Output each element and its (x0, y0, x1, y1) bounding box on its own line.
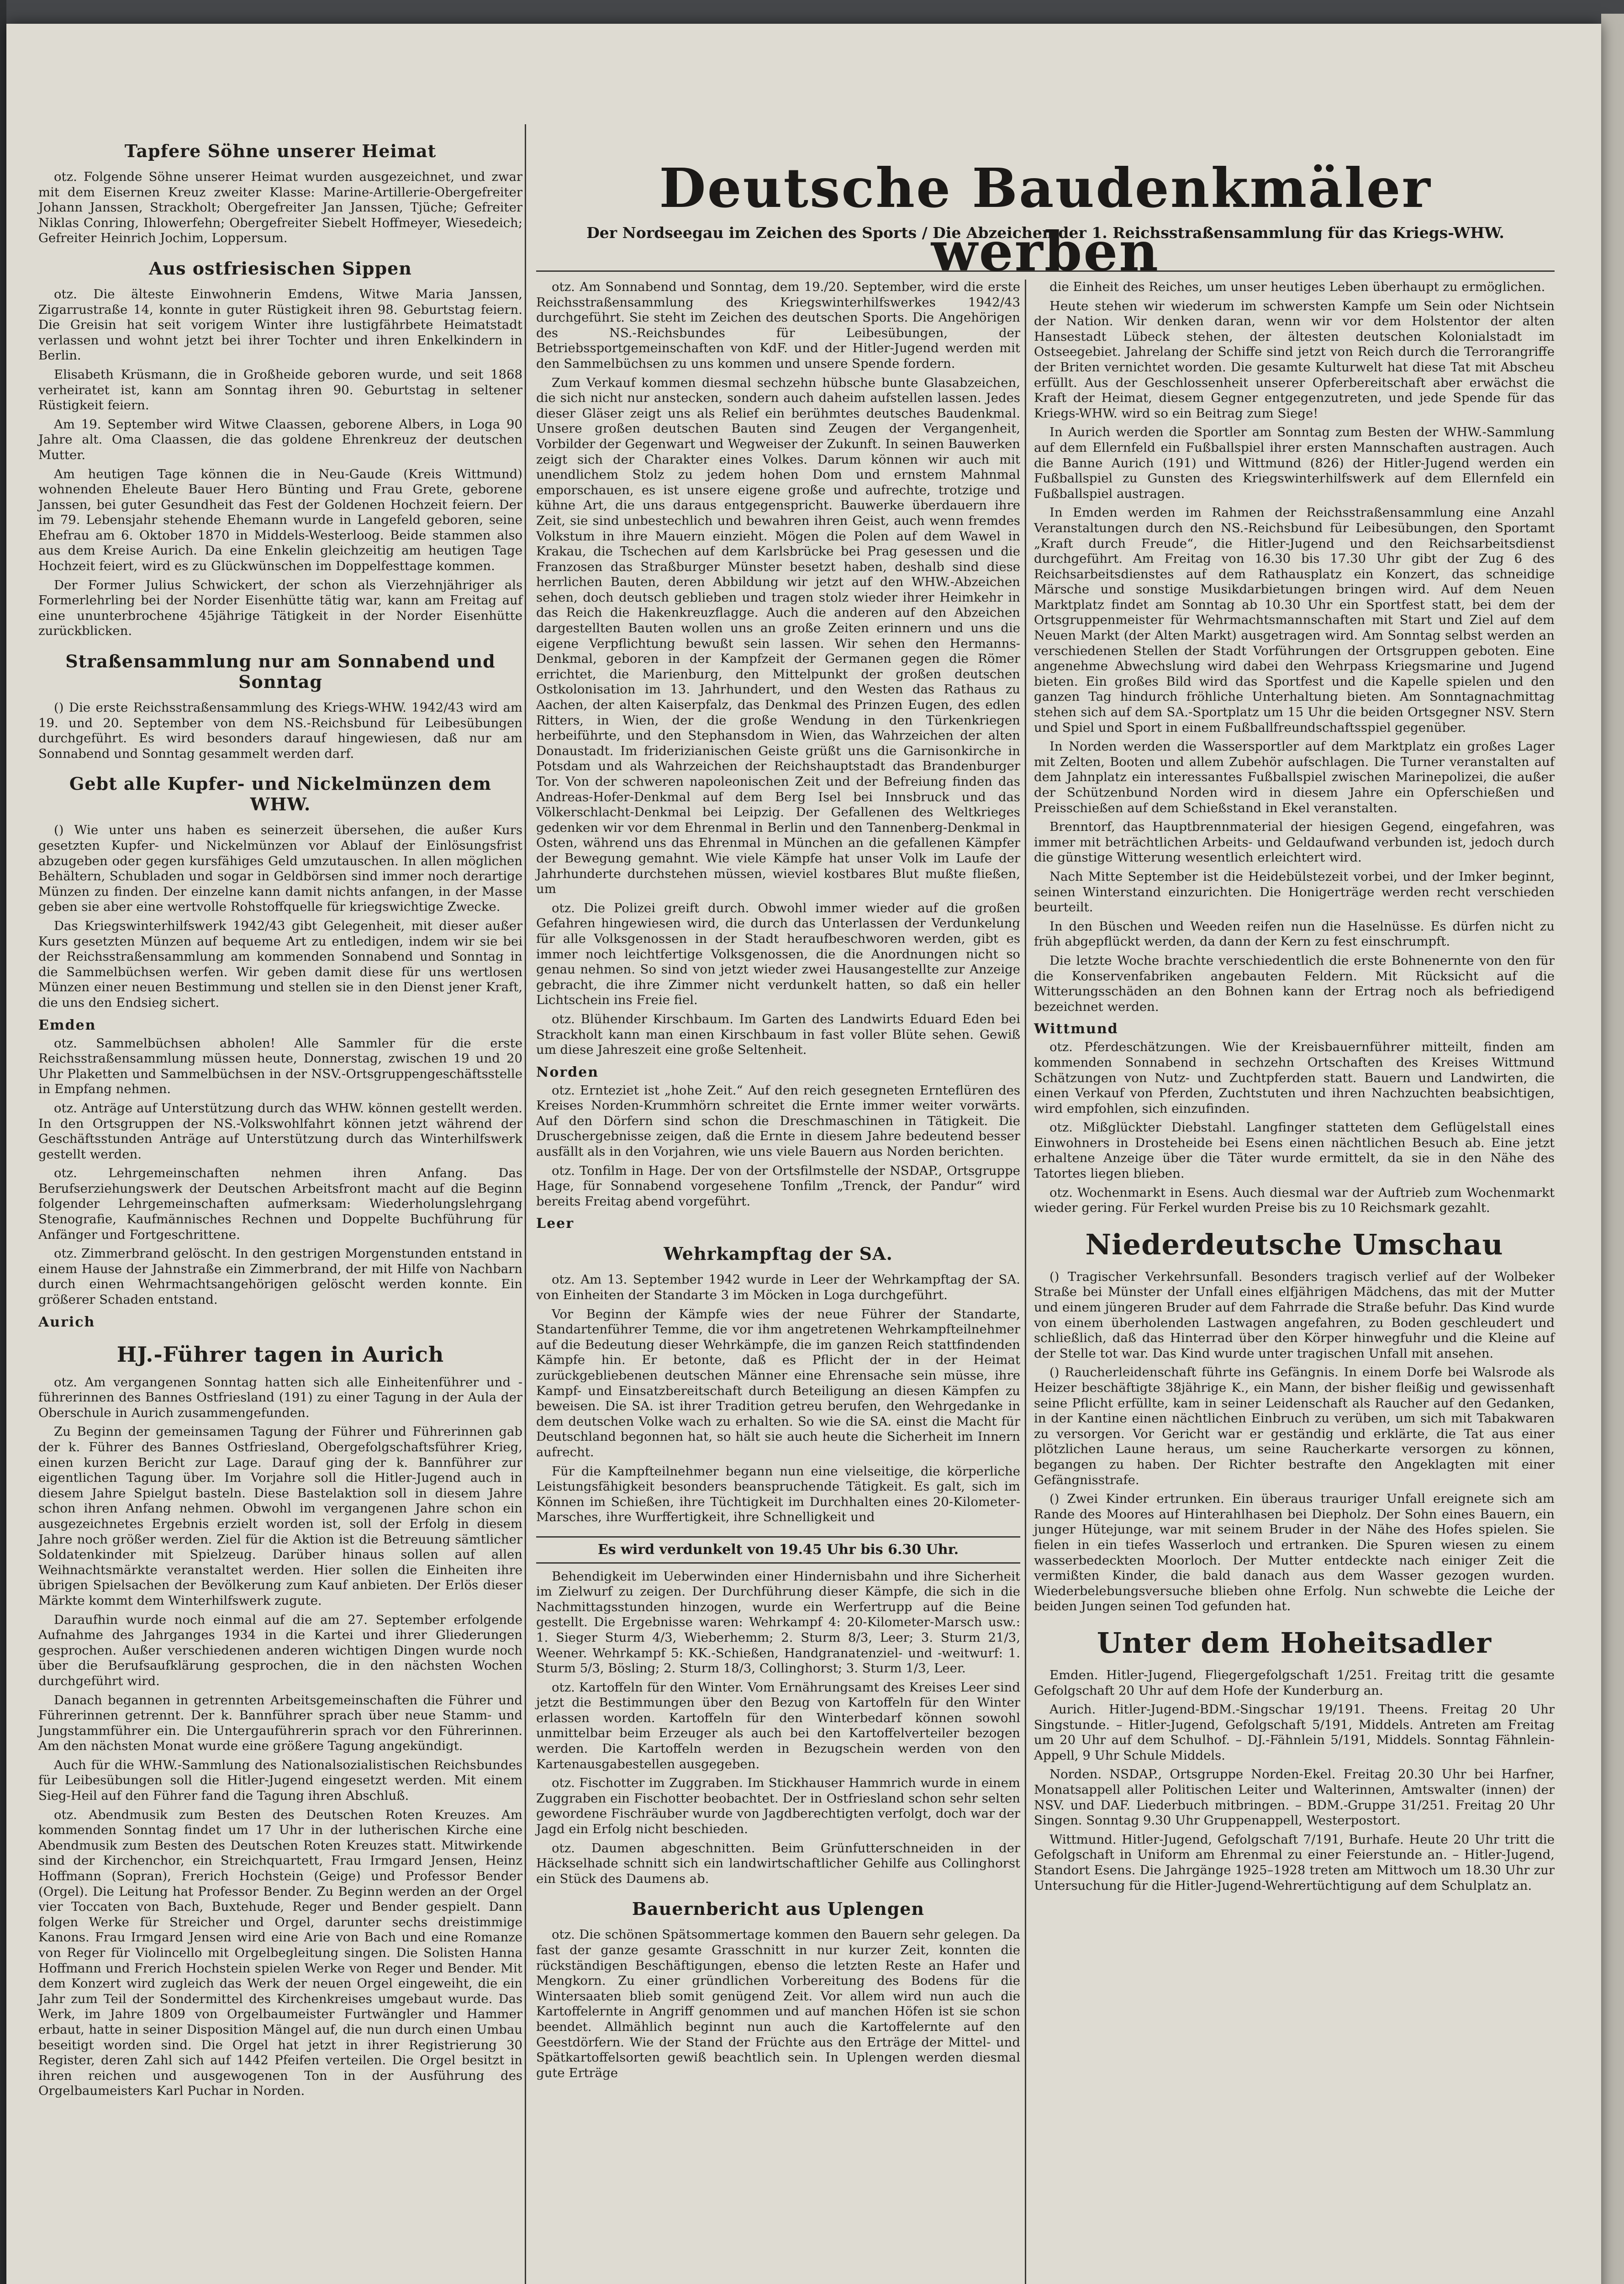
adjacent-page-edge (1601, 14, 1624, 2284)
place-heading: Emden (38, 1017, 96, 1033)
article-paragraph: otz. Fischotter im Zuggraben. Im Stickhauser Hammrich wurde in einem Zuggraben ein Fischotter beobachtet. Der in Ostfriesland schon sehr selten gewordene Fischräuber wurde von Jagdberechtigten verfolgt, doch war der Jagd ein Erfolg nicht beschieden. (536, 1776, 1020, 1837)
article-paragraph: otz. Am 13. September 1942 wurde in Leer der Wehrkampftag der SA. von Einheiten der Standarte 3 im Möcken in Loga durchgeführt. (536, 1272, 1020, 1303)
article-paragraph: Emden. Hitler-Jugend, Fliegergefolgschaft 1/251. Freitag tritt die gesamte Gefolgschaft 20 Uhr auf dem Hofe der Kunderburg an. (1034, 1667, 1555, 1698)
main-subheadline: Der Nordseegau im Zeichen des Sports / Die Abzeichen der 1. Reichsstraßensammlung für das Kriegs-WHW. (586, 224, 1504, 242)
article-paragraph: otz. Abendmusik zum Besten des Deutschen Roten Kreuzes. Am kommenden Sonntag findet um 17 Uhr in der lutherischen Kirche eine Abendmusik zum Besten des Deutschen Roten Kreuzes statt. Mitwirkende sind der Kirchenchor, ein Streichquartett, Frau Irmgard Jensen, Heinz Hoffmann (Sopran), Frerich Hochstein (Geige) und Professor Bender (Orgel). Die Leitung hat Professor Bender. Zu Beginn werden an der Orgel vier Toccaten von Bach, Buxtehude, Reger und Bender gespielt. Dann folgen Werke für Streicher und Orgel, darunter sechs dreistimmige Kanons. Frau Irmgard Jensen wird eine Arie von Bach und eine Romanze von Reger für Violincello mit Orgelbegleitung singen. Die Solisten Hanna Hoffmann und Frerich Hochstein spielen Werke von Reger und Bender. Mit dem Konzert wird zugleich das Werk der neuen Orgel eingeweiht, die ein Jahr zum Teil der Sondermittel des Kirchenkreises umgebaut wurde. Das Werk, im Jahre 1809 von Orgelbaumeister Furtwängler und Hammer erbaut, hatte in seiner Disposition Mängel auf, die nun durch einen Umbau beseitigt worden sind. Die Orgel hat jetzt in ihrer Registrierung 30 Register, deren Zahl sich auf 1442 Pfeifen verteilen. Die Orgel besitzt in ihren reichen und ausgewogenen Ton in der Ausführung des Orgelbaumeisters Karl Puchar in Norden. (38, 1807, 522, 2099)
article-heading: Tapfere Söhne unserer Heimat (124, 141, 437, 161)
article-paragraph: () Tragischer Verkehrsunfall. Besonders tragisch verlief auf der Wolbeker Straße bei Münster der Unfall eines elfjährigen Mädchens, das mit der Mutter und einem jüngeren Bruder auf dem Fahrrade die Straße befuhr. Das Kind wurde von einem überholenden Lastwagen angefahren, zu Boden geschleudert und schließlich, daß das Hinterrad über den Körper hinwegfuhr und die Kleine auf der Stelle tot war. Das Kind wurde unter tragischen Unfall mit ansehen. (1034, 1269, 1555, 1361)
article-paragraph: In den Büschen und Weeden reifen nun die Haselnüsse. Es dürfen nicht zu früh abgepflückt werden, da dann der Kern zu fest einschrumpft. (1034, 919, 1555, 949)
column-rule-right (1025, 280, 1026, 2284)
article-heading: Bauernbericht aus Uplengen (632, 1898, 925, 1919)
column-middle (536, 280, 1020, 2084)
article-paragraph: otz. Kartoffeln für den Winter. Vom Ernährungsamt des Kreises Leer sind jetzt die Bestimmungen über den Bezug von Kartoffeln für den Winter erlassen worden. Kartoffeln für den Winterbedarf können sowohl unmittelbar beim Erzeuger als auch bei den Kartoffelverteiler bezogen werden. Die Kartoffeln werden in Bezugschein werden von den Kartenausgabestellen ausgegeben. (536, 1680, 1020, 1771)
article-paragraph: otz. Pferdeschätzungen. Wie der Kreisbauernführer mitteilt, finden am kommenden Sonnabend in sechzehn Ortschaften des Kreises Wittmund Schätzungen von Nutz- und Zuchtpferden statt. Bauern und Landwirten, die einen Verkauf von Pferden, Zuchtstuten und ihren Nachzuchten beabsichtigen, wird empfohlen, sich einzufinden. (1034, 1040, 1555, 1116)
article-paragraph: otz. Anträge auf Unterstützung durch das WHW. können gestellt werden. In den Ortsgruppen der NS.-Volkswohlfahrt können jetzt während der Geschäftsstunden Anträge auf Unterstützung durch das Winterhilfswerk gestellt werden. (38, 1100, 522, 1162)
article-paragraph: In Emden werden im Rahmen der Reichsstraßensammlung eine Anzahl Veranstaltungen durch den NS.-Reichsbund für Leibesübungen, den Sportamt „Kraft durch Freude“, die Hitler-Jugend und den Reichsarbeitsdienst durchgeführt. Am Freitag von 16.30 bis 17.30 Uhr gibt der Zug 6 des Reichsarbeitsdienstes auf dem Rathausplatz ein Konzert, das schneidige Märsche und sonstige Musikdarbietungen bringen wird. Auf dem Neuen Marktplatz findet am Sonntag ab 10.30 Uhr ein Sportfest statt, bei dem der Ortsgruppenmeister für Wehrmachtsmannschaften mit Start und Ziel auf dem Neuen Markt (der Alten Markt) ausgetragen wird. Am Sonntag selbst werden an verschiedenen Stellen der Stadt Vorführungen der Ortsgruppen geboten. Eine angenehme Abwechslung wird dabei den Wehrpass Kriegsmarine und Jugend bieten. Ein großes Bild wird das Sportfest und die Kapelle spielen und den ganzen Tag hindurch fröhliche Unterhaltung bieten. Am Sonntagnachmittag stehen sich auf dem SA.-Sportplatz um 15 Uhr die beiden Ortsgegner NSV. Stern und Spiel und Sport in einem Fußballfreundschaftsspiel gegenüber. (1034, 505, 1555, 735)
section-heading: Niederdeutsche Umschau (1085, 1227, 1503, 1261)
article-paragraph: Aurich. Hitler-Jugend-BDM.-Singschar 19/191. Theens. Freitag 20 Uhr Singstunde. – Hitler-Jugend, Gefolgschaft 5/191, Middels. Antreten am Freitag um 20 Uhr auf dem Schulhof. – DJ.-Fähnlein 5/191, Middels. Sonntag Fähnlein-Appell, 9 Uhr Schule Middels. (1034, 1702, 1555, 1763)
article-paragraph: Vor Beginn der Kämpfe wies der neue Führer der Standarte, Standartenführer Temme, die vor ihm angetretenen Wehrkampfteilnehmer auf die Bedeutung dieser Wehrkämpfe, die im ganzen Reich stattfindenden Kämpfe hin. Er betonte, daß es Pflicht der in der Heimat zurückgebliebenen deutschen Männer eine Ehrensache sein müsse, ihre Kampf- und Einsatzbereitschaft durch Beteiligung an diesen Kämpfen zu beweisen. Die SA. ist ihrer Tradition getreu berufen, den Wehrgedanke in dem deutschen Volke wach zu erhalten. So wie die SA. einst die Macht für Deutschland begonnen hat, so hält sie auch heute die Sicherheit im Innern aufrecht. (536, 1306, 1020, 1459)
article-paragraph: Behendigkeit im Ueberwinden einer Hindernisbahn und ihre Sicherheit im Zielwurf zu zeigen. Der Durchführung dieser Kämpfe, die sich in die Nachmittagsstunden hinzogen, wurde ein Werfertrupp auf die Beine gestellt. Die Ergebnisse waren: Wehrkampf 4: 20-Kilometer-Marsch usw.: 1. Sieger Sturm 4/3, Wieberhemm; 2. Sturm 8/3, Leer; 3. Sturm 21/3, Weener. Wehrkampf 5: KK.-Schießen, Handgranatenziel- und -weitwurf: 1. Sturm 5/3, Bösling; 2. Sturm 18/3, Collinghorst; 3. Sturm 1/3, Leer. (536, 1569, 1020, 1676)
article-paragraph: Die letzte Woche brachte verschiedentlich die erste Bohnenernte von den für die Konservenfabriken angebauten Feldern. Mit Rücksicht auf die Witterungsschäden an den Bohnen kann der Ertrag noch als befriedigend bezeichnet werden. (1034, 953, 1555, 1014)
article-paragraph: Nach Mitte September ist die Heidebülstezeit vorbei, und der Imker beginnt, seinen Winterstand einzurichten. Die Honigerträge werden recht verschieden beurteilt. (1034, 869, 1555, 915)
article-paragraph: otz. Am vergangenen Sonntag hatten sich alle Einheitenführer und -führerinnen des Bannes Ostfriesland (191) zu einer Tagung in der Aula der Oberschule in Aurich zusammengefunden. (38, 1375, 522, 1420)
article-paragraph: otz. Daumen abgeschnitten. Beim Grünfutterschneiden in der Häckselhade schnitt sich ein landwirtschaftlicher Gehilfe aus Collinghorst ein Stück des Daumens ab. (536, 1840, 1020, 1886)
article-paragraph: Der Former Julius Schwickert, der schon als Vierzehnjähriger als Formerlehrling bei der Norder Eisenhütte tätig war, kann am Freitag auf eine ununterbrochene 45jährige Tätigkeit in der Norder Eisenhütte zurückblicken. (38, 577, 522, 639)
article-paragraph: otz. Tonfilm in Hage. Der von der Ortsfilmstelle der NSDAP., Ortsgruppe Hage, für Sonnabend vorgesehene Tonfilm „Trenck, der Pandur“ wird bereits Freitag abend vorgeführt. (536, 1163, 1020, 1209)
scan-edge-left (0, 0, 6, 2284)
article-paragraph: Am heutigen Tage können die in Neu-Gaude (Kreis Wittmund) wohnenden Eheleute Bauer Hero Bünting und Frau Grete, geborene Janssen, bei guter Gesundheit das Fest der Goldenen Hochzeit feiern. Der im 79. Lebensjahr stehende Ehemann wurde in Langefeld geboren, seine Ehefrau am 6. Oktober 1870 in Middels-Westerloog. Beide stammen also aus dem Kreise Aurich. Da eine Enkelin gleichzeitig am heutigen Tage Hochzeit feiert, wird es zu Glückwünschen im Doppelfesttage kommen. (38, 466, 522, 574)
place-heading: Aurich (38, 1314, 95, 1330)
article-paragraph: otz. Am Sonnabend und Sonntag, dem 19./20. September, wird die erste Reichsstraßensammlung des Kriegswinterhilfswerkes 1942/43 durchgeführt. Sie steht im Zeichen des deutschen Sports. Die Angehörigen des NS.-Reichsbundes für Leibesübungen, der Betriebssportgemeinschaften von KdF. und der Hitler-Jugend werden mit den Sammelbüchsen zu uns kommen und unsere Spende fordern. (536, 280, 1020, 371)
article-paragraph: () Raucherleidenschaft führte ins Gefängnis. In einem Dorfe bei Walsrode als Heizer beschäftigte 38jährige K., ein Mann, der bisher fleißig und gewissenhaft seine Pflicht erfüllte, kam in seiner Leidenschaft als Raucher auf den Gedanken, in der Kantine einen nächtlichen Einbruch zu verüben, um sich mit Tabakwaren zu versorgen. Vor Gericht war er geständig und erklärte, die Tat aus einer plötzlichen Laune heraus, um seine Raucherkarte versorgen zu können, begangen zu haben. Der Richter bestrafte den Angeklagten mit einer Gefängnisstrafe. (1034, 1365, 1555, 1487)
article-paragraph: otz. Ernteziet ist „hohe Zeit.“ Auf den reich gesegneten Ernteflüren des Kreises Norden-Krummhörn schreitet die Ernte immer weiter vorwärts. Auf den Dörfern sind schon die Dreschmaschinen in Tätigkeit. Die Druschergebnisse zeigen, daß die Ernte in diesem Jahre bedeutend besser ausfällt als in den Vorjahren, wie uns viele Bauern aus Norden berichten. (536, 1083, 1020, 1159)
article-heading: Aus ostfriesischen Sippen (149, 258, 412, 279)
article-paragraph: Auch für die WHW.-Sammlung des Nationalsozialistischen Reichsbundes für Leibesübungen soll die Hitler-Jugend eingesetzt werden. Mit einem Sieg-Heil auf den Führer fand die Tagung ihren Abschluß. (38, 1757, 522, 1803)
blackout-notice: Es wird verdunkelt von 19.45 Uhr bis 6.30 Uhr. (536, 1536, 1020, 1564)
place-heading: Norden (536, 1064, 599, 1080)
article-paragraph: Wittmund. Hitler-Jugend, Gefolgschaft 7/191, Burhafe. Heute 20 Uhr tritt die Gefolgschaft in Uniform am Ehrenmal zu einer Feierstunde an. – Hitler-Jugend, Standort Esens. Die Jahrgänge 1925–1928 treten am Mittwoch um 18.30 Uhr zur Untersuchung für die Hitler-Jugend-Wehrertüchtigung auf dem Schulplatz an. (1034, 1832, 1555, 1893)
article-heading: Straßensammlung nur am Sonnabend und Sonntag (65, 651, 496, 693)
column-rule-left (525, 124, 526, 2284)
article-paragraph: otz. Sammelbüchsen abholen! Alle Sammler für die erste Reichsstraßensammlung müssen heute, Donnerstag, zwischen 19 und 20 Uhr Plaketten und Sammelbüchsen in der NSV.-Ortsgruppengeschäftsstelle in Empfang nehmen. (38, 1036, 522, 1097)
article-paragraph: Norden. NSDAP., Ortsgruppe Norden-Ekel. Freitag 20.30 Uhr bei Harfner, Monatsappell aller Politischen Leiter und Walterinnen, Amtswalter (innen) der NSV. und DAF. Liederbuch mitbringen. – BDM.-Gruppe 31/251. Freitag 20 Uhr Singen. Sonntag 9.30 Uhr Gruppenappell, Westerpostort. (1034, 1767, 1555, 1828)
article-paragraph: In Norden werden die Wassersportler auf dem Marktplatz ein großes Lager mit Zelten, Booten und allem Zubehör aufschlagen. Die Turner veranstalten auf dem Jahnplatz ein interessantes Fußballspiel zwischen Marinepolizei, die außer der Schützenbund Norden wird in diesem Jahre ein Opferschießen und Preisschießen auf dem Schießstand in Ekel veranstalten. (1034, 739, 1555, 815)
article-paragraph: Daraufhin wurde noch einmal auf die am 27. September erfolgende Aufnahme des Jahrganges 1934 in die Kartei und ihrer Gliederungen gesprochen. Außer verschiedenen anderen wichtigen Dingen wurde noch über die Berufsaufklärung gesprochen, die in den nächsten Wochen durchgeführt wird. (38, 1612, 522, 1688)
column-right (1034, 280, 1555, 1897)
article-paragraph: Brenntorf, das Hauptbrennmaterial der hiesigen Gegend, eingefahren, was immer mit beträchtlichen Arbeits- und Geldaufwand verbunden ist, jedoch durch die günstige Witterung wesentlich erleichtert wird. (1034, 819, 1555, 865)
article-paragraph: Das Kriegswinterhilfswerk 1942/43 gibt Gelegenheit, mit dieser außer Kurs gesetzten Münzen auf bequeme Art zu entledigen, indem wir sie bei der Reichsstraßensammlung am kommenden Sonnabend und Sonntag in die Sammelbüchsen werfen. Wir geben damit diese für uns wertlosen Münzen einer neuen Bestimmung und stellen sie in den Dienst jener Kraft, die uns den Endsieg sichert. (38, 918, 522, 1010)
place-heading: Leer (536, 1216, 575, 1232)
article-paragraph: otz. Mißglückter Diebstahl. Langfinger statteten dem Geflügelstall eines Einwohners in Drosteheide bei Esens einen nächtlichen Besuch ab. Eine jetzt erhaltene Anzeige über die Täter wurde ermittelt, da sie in den Nähe des Tatortes liegen blieben. (1034, 1120, 1555, 1181)
article-paragraph: Zum Verkauf kommen diesmal sechzehn hübsche bunte Glasabzeichen, die sich nicht nur anstecken, sondern auch daheim aufstellen lassen. Jedes dieser Gläser zeigt uns als Relief ein berühmtes deutsches Baudenkmal. Unsere großen deutschen Bauten sind Zeugen der Vergangenheit, Vorbilder der Gegenwart und Wegweiser der Zukunft. In seinen Bauwerken zeigt sich der Charakter eines Volkes. Darum können wir auch mit unendlichem Stolz zu jedem hohen Dom und ernstem Mahnmal emporschauen, es ist unsere eigene große und aufrechte, trotzige und kühne Art, die uns daraus entgegenspricht. Bauwerke überdauern ihre Zeit, sie sind unbestechlich und bewahren ihren Geist, auch wenn fremdes Volkstum in ihre Mauern einzieht. Mögen die Polen auf dem Wawel in Krakau, die Tschechen auf dem Karlsbrücke bei Prag gesessen und die Franzosen das Straßburger Münster besetzt haben, deshalb sind diese herrlichen Bauten, deren Abbildung wir jetzt auf den WHW.-Abzeichen sehen, doch deutsch geblieben und tragen stolz wieder ihrer Heimkehr in das Reich die Hakenkreuzflagge. Auch die anderen auf den Abzeichen dargestellten Bauten wollen uns an große Zeiten erinnern und uns die eigene Verpflichtung bewußt sein lassen. Wir sehen den Hermanns-Denkmal, geboren in der Kampfzeit der Germanen gegen die Römer errichtet, die Marienburg, den Mittelpunkt der großen deutschen Ostkolonisation im 13. Jahrhundert, und den Westen das Rathaus zu Aachen, der alten Kaiserpfalz, das Denkmal des Prinzen Eugen, des edlen Ritters, in Wien, der die große Wendung in den Türkenkriegen herbeiführte, und den Stephansdom in Wien, das Wahrzeichen der alten Donaustadt. Im friderizianischen Geiste grüßt uns die Garnisonkirche in Potsdam und als Wahrzeichen der Reichshauptstadt das Brandenburger Tor. Von der schweren napoleonischen Zeit und der Befreiung finden das Andreas-Hofer-Denkmal auf dem Berg Isel bei Innsbruck und das Völkerschlacht-Denkmal bei Leipzig. Der Gefallenen des Weltkrieges gedenken wir vor dem Ehrenmal in Berlin und den Tannenberg-Denkmal in Osten, während uns das Ehrenmal in München an die gefallenen Kämpfer der Bewegung gemahnt. Wie viele Kämpfe hat unser Volk im Laufe der Jahrhunderte durchstehen müssen, wieviel kostbares Blut mußte fließen, um (536, 375, 1020, 897)
article-paragraph: otz. Die Polizei greift durch. Obwohl immer wieder auf die großen Gefahren hingewiesen wird, die durch das Unterlassen der Verdunkelung für alle Volksgenossen in der Stadt heraufbeschworen werden, gibt es immer noch leichtfertige Volksgenossen, die die Anordnungen nicht so genau nehmen. So sind von jetzt wieder zwei Hausangestellte zur Anzeige gebracht, die ihre Zimmer nicht verdunkelt hatten, so daß ein heller Lichtschein ins Freie fiel. (536, 900, 1020, 1008)
article-paragraph: Elisabeth Krüsmann, die in Großheide geboren wurde, und seit 1868 verheiratet ist, kann am Sonntag ihren 90. Geburtstag in seltener Rüstigkeit feiern. (38, 367, 522, 413)
article-paragraph: () Die erste Reichsstraßensammlung des Kriegs-WHW. 1942/43 wird am 19. und 20. September von dem NS.-Reichsbund für Leibesübungen durchgeführt. Es wird besonders darauf hingewiesen, daß nur am Sonnabend und Sonntag gesammelt werden darf. (38, 700, 522, 761)
main-headline: Deutsche Baudenkmäler werben (659, 156, 1432, 283)
column-left (38, 129, 522, 2103)
article-heading: HJ.-Führer tagen in Aurich (116, 1342, 444, 1367)
article-paragraph: otz. Zimmerbrand gelöscht. In den gestrigen Morgenstunden entstand in einem Hause der Jahnstraße ein Zimmerbrand, der mit Hilfe von Nachbarn durch einen Wehrmachtsangehörigen gelöscht werden konnte. Ein größerer Schaden entstand. (38, 1246, 522, 1307)
article-paragraph: In Aurich werden die Sportler am Sonntag zum Besten der WHW.-Sammlung auf dem Ellernfeld ein Fußballspiel ihrer ersten Mannschaften austragen. Auch die Banne Aurich (191) und Wittmund (826) der Hitler-Jugend werden ein Fußballspiel zu Gunsten des Kriegswinterhilfswerk auf dem Ellernfeld ein Fußballspiel austragen. (1034, 425, 1555, 501)
article-heading: Wehrkampftag der SA. (664, 1243, 893, 1264)
article-paragraph: Für die Kampfteilnehmer begann nun eine vielseitige, die körperliche Leistungsfähigkeit besonders beanspruchende Tätigkeit. Es galt, sich im Können im Schießen, ihre Tüchtigkeit im Durchhalten eines 20-Kilometer-Marsches, ihre Wurffertigkeit, ihre Schnelligkeit und (536, 1464, 1020, 1525)
article-paragraph: otz. Lehrgemeinschaften nehmen ihren Anfang. Das Berufserziehungswerk der Deutschen Arbeitsfront macht auf die Beginn folgender Lehrgemeinschaften aufmerksam: Wiederholungslehrgang Stenografie, Kaufmännisches Rechnen und Doppelte Buchführung für Anfänger und Fortgeschrittene. (38, 1166, 522, 1242)
article-paragraph: () Zwei Kinder ertrunken. Ein überaus trauriger Unfall ereignete sich am Rande des Moores auf Hinterahlhasen bei Diepholz. Der Sohn eines Bauern, ein junger Hütejunge, war mit seinem Bruder in der Nähe des Hofes spielen. Sie fielen in ein tiefes Wasserloch und ertranken. Die Spuren wiesen zu einem wasserbedeckten Moorloch. Der Mutter entdeckte nach einiger Zeit die vermißten Kinder, die bald danach aus dem Wasser gezogen wurden. Wiederbelebungsversuche blieben ohne Erfolg. Nun schwebte die Leiche der beiden Jungen seinen Tod gefunden hat. (1034, 1491, 1555, 1614)
section-heading: Unter dem Hoheitsadler (1097, 1626, 1492, 1660)
article-paragraph: Heute stehen wir wiederum im schwersten Kampfe um Sein oder Nichtsein der Nation. Wir denken daran, wenn wir vor dem Holstentor der alten Hansestadt Lübeck stehen, der ältesten deutschen Kolonialstadt im Ostseegebiet. Jahrelang der Schiffe sind jetzt von Reich durch die Terrorangriffe der Briten vernichtet worden. Die gesamte Kulturwelt hat diese Tat mit Abscheu erfüllt. Aus der Geschlossenheit unserer Opferbereitschaft aber erwächst die Kraft der Heimat, diesem Gegner entgegenzutreten, und jede Spende für das Kriegs-WHW. wird so ein Beitrag zum Siege! (1034, 298, 1555, 421)
article-paragraph: otz. Die schönen Spätsommertage kommen den Bauern sehr gelegen. Da fast der ganze gesamte Grasschnitt in nur kurzer Zeit, konnten die rückständigen Beschäftigungen, ebenso die letzten Reste an Hafer und Mengkorn. Zu einer gründlichen Vorbereitung des Bodens für die Wintersaaten blieb somit genügend Zeit. Vor allem wird nun auch die Kartoffelernte in Angriff genommen und auf manchen Höfen ist sie schon beendet. Allmählich beginnt nun auch die Kartoffelernte auf den Geestdörfern. Wie der Stand der Früchte aus den Erträge der Mittel- und Spätkartoffelsorten gewiß beachtlich sein. In Uplengen werden diesmal gute Erträge (536, 1927, 1020, 2080)
article-paragraph: Am 19. September wird Witwe Claassen, geborene Albers, in Loga 90 Jahre alt. Oma Claassen, die das goldene Ehrenkreuz der deutschen Mutter. (38, 417, 522, 462)
article-paragraph: () Wie unter uns haben es seinerzeit übersehen, die außer Kurs gesetzten Kupfer- und Nickelmünzen vor Ablauf der Einlösungsfrist abzugeben oder gegen kursfähiges Geld umzutauschen. In allen möglichen Behältern, Schubladen und sogar in Geldbörsen sind immer noch derartige Münzen zu finden. Der einzelne kann damit nichts anfangen, in der Masse geben sie aber eine wertvolle Rohstoffquelle für kriegswichtige Zwecke. (38, 823, 522, 915)
article-heading: Gebt alle Kupfer- und Nickelmünzen dem WHW. (69, 773, 492, 815)
article-paragraph: otz. Blühender Kirschbaum. Im Garten des Landwirts Eduard Eden bei Strackholt kann man einen Kirschbaum in fast voller Blüte sehen. Gewiß um diese Jahreszeit eine große Seltenheit. (536, 1011, 1020, 1057)
article-paragraph: Zu Beginn der gemeinsamen Tagung der Führer und Führerinnen gab der k. Führer des Bannes Ostfriesland, Obergefolgschaftsführer Krieg, einen kurzen Bericht zur Lage. Darauf ging der k. Bannführer zur eigentlichen Tagung über. Im Vorjahre soll die Hitler-Jugend auch in diesem Jahre Spielgut basteln. Diese Bastelaktion soll in diesem Jahre schon ihren Anfang nehmen. Obwohl im vergangenen Jahre schon ein ausgezeichnetes Ergebnis erzielt worden ist, soll der Erfolg in diesem Jahre noch größer werden. Ziel für die Aktion ist die Betreuung sämtlicher Soldatenkinder mit Spielzeug. Darüber hinaus sollen auf allen Weihnachtsmärkte veranstaltet werden. Hier sollen die Einheiten ihre übrigen Spielsachen der Bevölkerung zum Kauf anbieten. Der Erlös dieser Märkte kommt dem Winterhilfswerk zugute. (38, 1424, 522, 1608)
article-paragraph: die Einheit des Reiches, um unser heutiges Leben überhaupt zu ermöglichen. (1049, 280, 1545, 294)
place-heading: Wittmund (1034, 1021, 1118, 1037)
newspaper-page (6, 24, 1601, 2284)
article-paragraph: otz. Wochenmarkt in Esens. Auch diesmal war der Auftrieb zum Wochenmarkt wieder gering. Für Ferkel wurden Preise bis zu 10 Reichsmark gezahlt. (1034, 1185, 1555, 1216)
article-paragraph: Danach begannen in getrennten Arbeitsgemeinschaften die Führer und Führerinnen getrennt. Der k. Bannführer sprach über neue Stamm- und Jungstammführer ein. Die Untergauführerin sprach vor den Führerinnen. Am den nächsten Monat wurde eine größere Tagung angekündigt. (38, 1692, 522, 1754)
article-paragraph: otz. Folgende Söhne unserer Heimat wurden ausgezeichnet, und zwar mit dem Eisernen Kreuz zweiter Klasse: Marine-Artillerie-Obergefreiter Johann Janssen, Strackholt; Obergefreiter Jan Janssen, Tjüche; Gefreiter Niklas Conring, Ihlowerfehn; Obergefreiter Siebelt Hoffmeyer, Wiesedeich; Gefreiter Heinrich Jochim, Loppersum. (38, 169, 522, 246)
article-paragraph: otz. Die älteste Einwohnerin Emdens, Witwe Maria Janssen, Zigarrustraße 14, konnte in guter Rüstigkeit ihren 98. Geburtstag feiern. Die Greisin hat seit vorigem Winter ihre lustigfährbete Heimatstadt verlassen und wohnt jetzt bei ihrer Tochter und ihren Enkelkindern in Berlin. (38, 286, 522, 363)
